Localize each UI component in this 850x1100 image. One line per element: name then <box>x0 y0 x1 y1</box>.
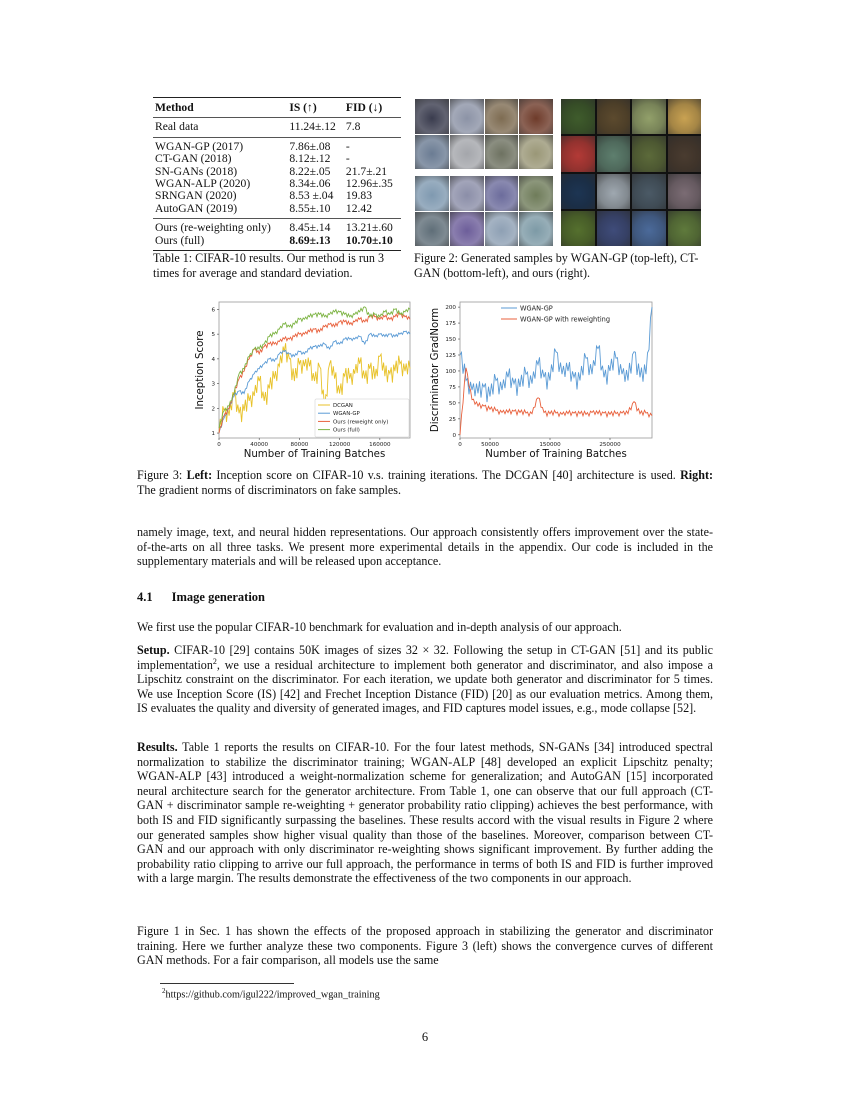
sample-image <box>450 99 484 134</box>
x-tick-label: 80000 <box>290 442 309 448</box>
sample-image <box>415 176 449 211</box>
sample-image <box>597 174 631 209</box>
cell-is: 8.34±.06 <box>289 177 331 191</box>
sample-image <box>597 99 631 134</box>
sample-image <box>561 174 595 209</box>
table-row <box>153 190 401 202</box>
page-number: 6 <box>421 1030 429 1044</box>
setup-label: Setup. <box>137 643 170 657</box>
inception-score-chart <box>192 296 418 464</box>
cell-fid: - <box>345 139 350 153</box>
y-tick-label: 6 <box>211 307 215 314</box>
y-tick-label: 1 <box>211 431 215 438</box>
sample-image <box>450 176 484 211</box>
x-tick-label: 0 <box>217 442 221 448</box>
sample-image <box>519 212 553 247</box>
y-tick-label: 25 <box>448 416 456 423</box>
table-row <box>153 203 401 219</box>
sample-image <box>415 212 449 247</box>
cell-fid: 13.21±.60 <box>345 221 393 235</box>
wgan-gp-samples-grid <box>415 99 553 169</box>
cell-is: 8.53 ±.04 <box>289 189 334 203</box>
col-header-is: IS (↑) <box>289 101 317 114</box>
right-label: Right: <box>680 468 713 482</box>
section-number: 4.1 <box>137 590 153 604</box>
legend-entry: DCGAN <box>333 402 353 409</box>
y-tick-label: 0 <box>452 432 456 439</box>
footnote-rule <box>160 983 294 984</box>
cell-method: AutoGAN (2019) <box>155 201 238 215</box>
results-label: Results. <box>137 740 178 754</box>
sample-image <box>519 176 553 211</box>
table-row <box>153 118 401 137</box>
x-tick-label: 120000 <box>328 442 351 448</box>
sample-image <box>450 212 484 247</box>
footnote-link[interactable]: https://github.com/igul222/improved_wgan_training <box>165 989 380 1001</box>
sample-image <box>668 136 702 171</box>
cell-is: 7.86±.08 <box>289 139 331 153</box>
paragraph-figure1-analysis: Figure 1 in Sec. 1 has shown the effects of the proposed approach in stabilizing the generator and discriminator training. Here we further analyze these two components. Figure 3 (left) shows the convergence curves of different GAN methods. For a fair comparison, all models use the same <box>137 924 713 968</box>
table-row <box>153 153 401 165</box>
cell-is: 8.45±.14 <box>289 221 331 235</box>
legend-entry: WGAN-GP <box>520 304 553 313</box>
section-heading <box>137 590 265 605</box>
legend-entry: WGAN-GP with reweighting <box>520 315 611 324</box>
figure-3-caption: Figure 3: Left: Inception score on CIFAR-10 v.s. training iterations. The DCGAN [40] architecture is used. Right: The gradient norms of discriminators on fake samples. <box>137 468 713 497</box>
paragraph-setup: Setup. CIFAR-10 [29] contains 50K images of sizes 32 × 32. Following the setup in CT-GAN [51] and its public implementation$^2$, we use a residual architecture to implement both generator and discriminator, and also impose a Lipschitz constraint on the discriminator. For each iteration, we update both generator and discriminator for 5 times. We use Inception Score (IS) [42] and Frechet Inception Distance (FID) [20] as our evaluation metrics. Among them, IS evaluates the quality and diversity of generated images, and FID captures model issues, e.g., mode collapse [52]. <box>137 643 713 716</box>
cell-fid: 21.7±.21 <box>345 164 388 178</box>
sample-image <box>519 99 553 134</box>
y-tick-label: 150 <box>445 337 456 344</box>
cell-method: WGAN-GP (2017) <box>155 139 244 153</box>
intro-paragraph: namely image, text, and neural hidden representations. Our approach consistently offers improvement over the state-of-the-arts on all three tasks. We present more experimental details in the appendix. Our code is included in the supplementary materials and will be released upon acceptance. <box>137 525 713 569</box>
y-tick-label: 100 <box>445 368 456 375</box>
sample-image <box>597 136 631 171</box>
sample-image <box>561 211 595 246</box>
cell-method: Ours (re-weighting only) <box>155 221 271 235</box>
paragraph-results: Results. Table 1 reports the results on CIFAR-10. For the four latest methods, SN-GANs [34] introduced spectral normalization to stabilize the discriminator training; WGAN-ALP [48] developed an explicit Lipschitz penalty; WGAN-ALP [43] introduced a weight-normalization scheme for generalization; and AutoGAN [15] incorporated neural architecture search for the generator architecture. From Table 1, one can observe that our full approach (CT-GAN + discriminator sample re-weighting + generator probability ratio clipping) achieves the best performance, with both IS and FID significantly surpassing the baselines. These results accord with the visual results in Figure 2 where our generated samples show higher visual quality than those of the baselines. Moreover, comparison between CT-GAN and our approach with only discriminator re-weighting shows significant improvement. By further adding the probability ratio clipping to arrive our full approach, the performance in terms of both IS and FID is further improved with a large margin. The results demonstrate the effectiveness of the two components in our approach. <box>137 740 713 886</box>
legend-entry: Ours (reweight only) <box>333 419 389 426</box>
y-tick-label: 2 <box>211 406 215 413</box>
sample-image <box>668 174 702 209</box>
y-axis-label: Inception Score <box>195 330 206 410</box>
section-title: Image generation <box>171 590 266 604</box>
ct-gan-samples-grid <box>415 176 553 246</box>
x-tick-label: 250000 <box>599 442 621 448</box>
y-tick-label: 5 <box>211 332 215 339</box>
y-tick-label: 3 <box>211 381 215 388</box>
footnote-ref[interactable]: 2 <box>212 656 217 666</box>
cell-is: 8.22±.05 <box>289 164 331 178</box>
cell-fid: 12.96±.35 <box>345 177 393 191</box>
x-tick-label: 150000 <box>539 442 561 448</box>
y-tick-label: 200 <box>445 305 456 312</box>
y-tick-label: 50 <box>448 400 456 407</box>
footnote: $^2$https://github.com/igul222/improved_wgan_training <box>162 987 380 1001</box>
cell-is: 11.24±.12 <box>289 120 336 134</box>
table-row <box>153 235 401 251</box>
cell-fid: - <box>345 152 350 166</box>
cell-fid: 12.42 <box>345 201 372 215</box>
y-tick-label: 4 <box>211 356 215 363</box>
x-axis-label: Number of Training Batches <box>243 449 386 460</box>
table-row <box>153 219 401 235</box>
sample-image <box>632 136 666 171</box>
cell-fid: 19.83 <box>345 189 372 203</box>
sample-image <box>632 211 666 246</box>
sample-image <box>561 136 595 171</box>
y-tick-label: 175 <box>445 321 456 328</box>
sample-image <box>668 211 702 246</box>
sample-image <box>668 99 702 134</box>
cell-method: CT-GAN (2018) <box>155 152 232 166</box>
sample-image <box>597 211 631 246</box>
sample-image <box>485 135 519 170</box>
y-tick-label: 75 <box>448 384 456 391</box>
col-header-method: Method <box>155 101 194 114</box>
x-tick-label: 0 <box>458 442 462 448</box>
sample-image <box>415 99 449 134</box>
table-1 <box>153 97 401 251</box>
x-axis-label: Number of Training Batches <box>485 449 627 460</box>
table-row <box>153 137 401 153</box>
table-1-caption: Table 1: CIFAR-10 results. Our method is run 3 times for average and standard deviation. <box>153 251 385 280</box>
cell-fid: 10.70±.10 <box>345 233 393 247</box>
sample-image <box>519 135 553 170</box>
x-tick-label: 40000 <box>250 442 269 448</box>
cell-method: WGAN-ALP (2020) <box>155 177 251 191</box>
legend-entry: WGAN-GP <box>333 411 360 418</box>
sample-image <box>485 176 519 211</box>
cell-fid: 7.8 <box>345 120 361 134</box>
cell-method: SN-GANs (2018) <box>155 164 238 178</box>
x-tick-label: 160000 <box>369 442 391 448</box>
cell-method: SRNGAN (2020) <box>155 189 237 203</box>
y-axis-label: Discriminator GradNorm <box>430 307 441 433</box>
x-tick-label: 50000 <box>481 442 499 448</box>
sample-image <box>450 135 484 170</box>
legend-entry: Ours (full) <box>333 427 360 434</box>
cell-method: Ours (full) <box>155 233 205 247</box>
paragraph-intro-cifar: We first use the popular CIFAR-10 benchmark for evaluation and in-depth analysis of our approach. <box>137 620 622 634</box>
figure-2-caption: Figure 2: Generated samples by WGAN-GP (top-left), CT-GAN (bottom-left), and ours (right). <box>414 251 699 280</box>
cell-is: 8.69±.13 <box>289 233 331 247</box>
cell-is: 8.12±.12 <box>289 152 331 166</box>
sample-image <box>485 212 519 247</box>
sample-image <box>632 99 666 134</box>
left-label: Left: <box>186 468 213 482</box>
sample-image <box>632 174 666 209</box>
gradnorm-chart <box>426 296 664 464</box>
cell-is: 8.55±.10 <box>289 201 331 215</box>
sample-image <box>485 99 519 134</box>
sample-image <box>415 135 449 170</box>
results-table <box>153 97 401 251</box>
cell-method: Real data <box>155 120 199 134</box>
y-tick-label: 125 <box>445 352 456 359</box>
col-header-fid: FID (↓) <box>345 101 383 114</box>
sample-image <box>561 99 595 134</box>
ours-samples-grid <box>561 99 701 246</box>
